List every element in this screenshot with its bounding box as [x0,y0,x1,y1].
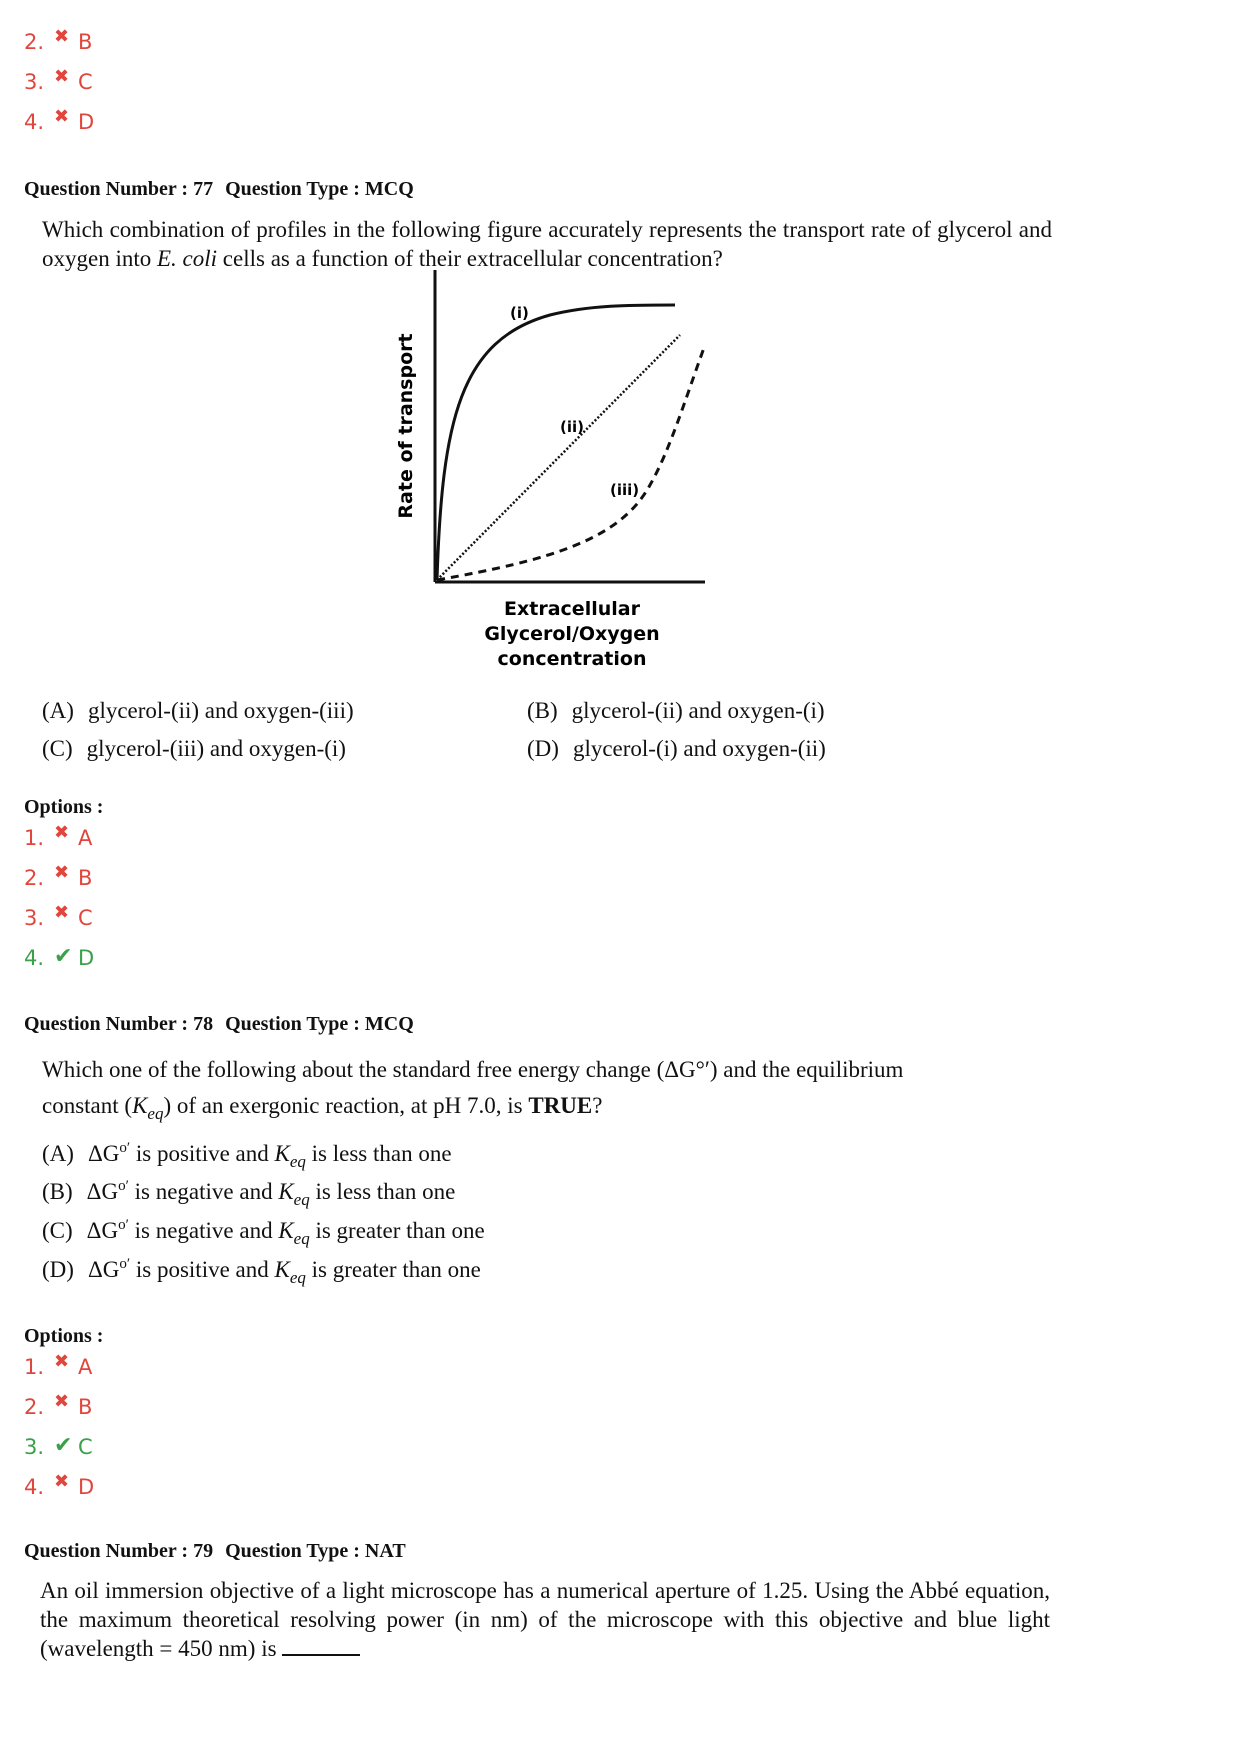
options-label: Options : [24,796,104,818]
series-iii-label: (iii) [610,481,640,499]
option-row: 1. ✖ A [24,821,93,850]
question-79-text: An oil immersion objective of a light microscope has a numerical aperture of 1.25. Using the Abbé equation, the maximum theoretical resolving power (in nm) of the microscope with this objective and blue light (wavelength = 450 nm) is [40,1578,1050,1661]
question-78-text: Which one of the following about the standard free energy change (ΔG°′) and the equilibrium constant $(K_{eq})$ of an exergonic reaction, at pH 7.0, is TRUE? [42,1057,904,1123]
options-label: Options : [24,1325,104,1347]
choice-d: (D) glycerol-(i) and oxygen-(ii) [527,736,826,761]
check-icon: ✔ [54,1432,73,1458]
choice-b: (B) $\Delta G^{o'}$ is negative and $K_{eq}$ is less than one [42,1178,456,1209]
option-row: 3. ✖ C [24,65,93,94]
transport-rate-chart [380,270,740,690]
cross-icon: ✖ [54,1390,70,1412]
chart-svg [380,270,740,690]
choice-b: (B) glycerol-(ii) and oxygen-(i) [527,698,825,723]
q78-options [24,1347,94,1507]
cross-icon: ✖ [54,105,70,127]
cross-icon: ✖ [54,1470,70,1492]
choice-d: (D) $\Delta G^{o'}$ is positive and $K_{eq}$ is greater than one [42,1256,481,1287]
option-row: 4. ✖ D [24,1470,95,1499]
option-row-correct: 4. ✔ D [24,943,95,970]
cross-icon: ✖ [54,901,70,923]
series-ii-label: (ii) [560,418,584,436]
option-row-correct: 3. ✔ C [24,1432,93,1459]
check-icon: ✔ [54,943,73,969]
cross-icon: ✖ [54,861,70,883]
q77-options [24,818,94,978]
y-axis-label: Rate of transport [395,333,417,519]
option-row: 2. ✖ B [24,861,93,890]
option-row: 4. ✖ D [24,105,95,134]
question-77-header: Question Number : 77 Question Type : MCQ [24,178,414,200]
top-options [24,22,94,142]
cross-icon: ✖ [54,65,70,87]
choice-c: (C) glycerol-(iii) and oxygen-(i) [42,736,346,761]
question-79-header: Question Number : 79 Question Type : NAT [24,1540,406,1562]
x-axis-label-line3: concentration [497,648,647,670]
option-row: 3. ✖ C [24,901,93,930]
series-i-line [437,305,675,580]
option-row: 2. ✖ B [24,25,93,54]
option-row: 1. ✖ A [24,1350,93,1379]
x-axis-label-line2: Glycerol/Oxygen [484,623,660,645]
option-row: 2. ✖ B [24,1390,93,1419]
question-78-header: Question Number : 78 Question Type : MCQ [24,1013,414,1035]
cross-icon: ✖ [54,1350,70,1372]
x-axis-label-line1: Extracellular [504,598,640,620]
question-77-text: Which combination of profiles in the following figure accurately represents the transport rate of glycerol and oxygen into E. coli cells as a function of their extracellular concentration? [42,217,1052,271]
cross-icon: ✖ [54,25,70,47]
cross-icon: ✖ [54,821,70,843]
choice-a: (A) glycerol-(ii) and oxygen-(iii) [42,698,354,723]
series-i-label: (i) [510,304,529,322]
series-iii-line [437,345,705,580]
answer-blank [282,1636,360,1656]
choice-a: (A) $\Delta G^{o'}$ is positive and $K_{eq}$ is less than one [42,1140,452,1171]
choice-c: (C) $\Delta G^{o'}$ is negative and $K_{eq}$ is greater than one [42,1217,485,1248]
